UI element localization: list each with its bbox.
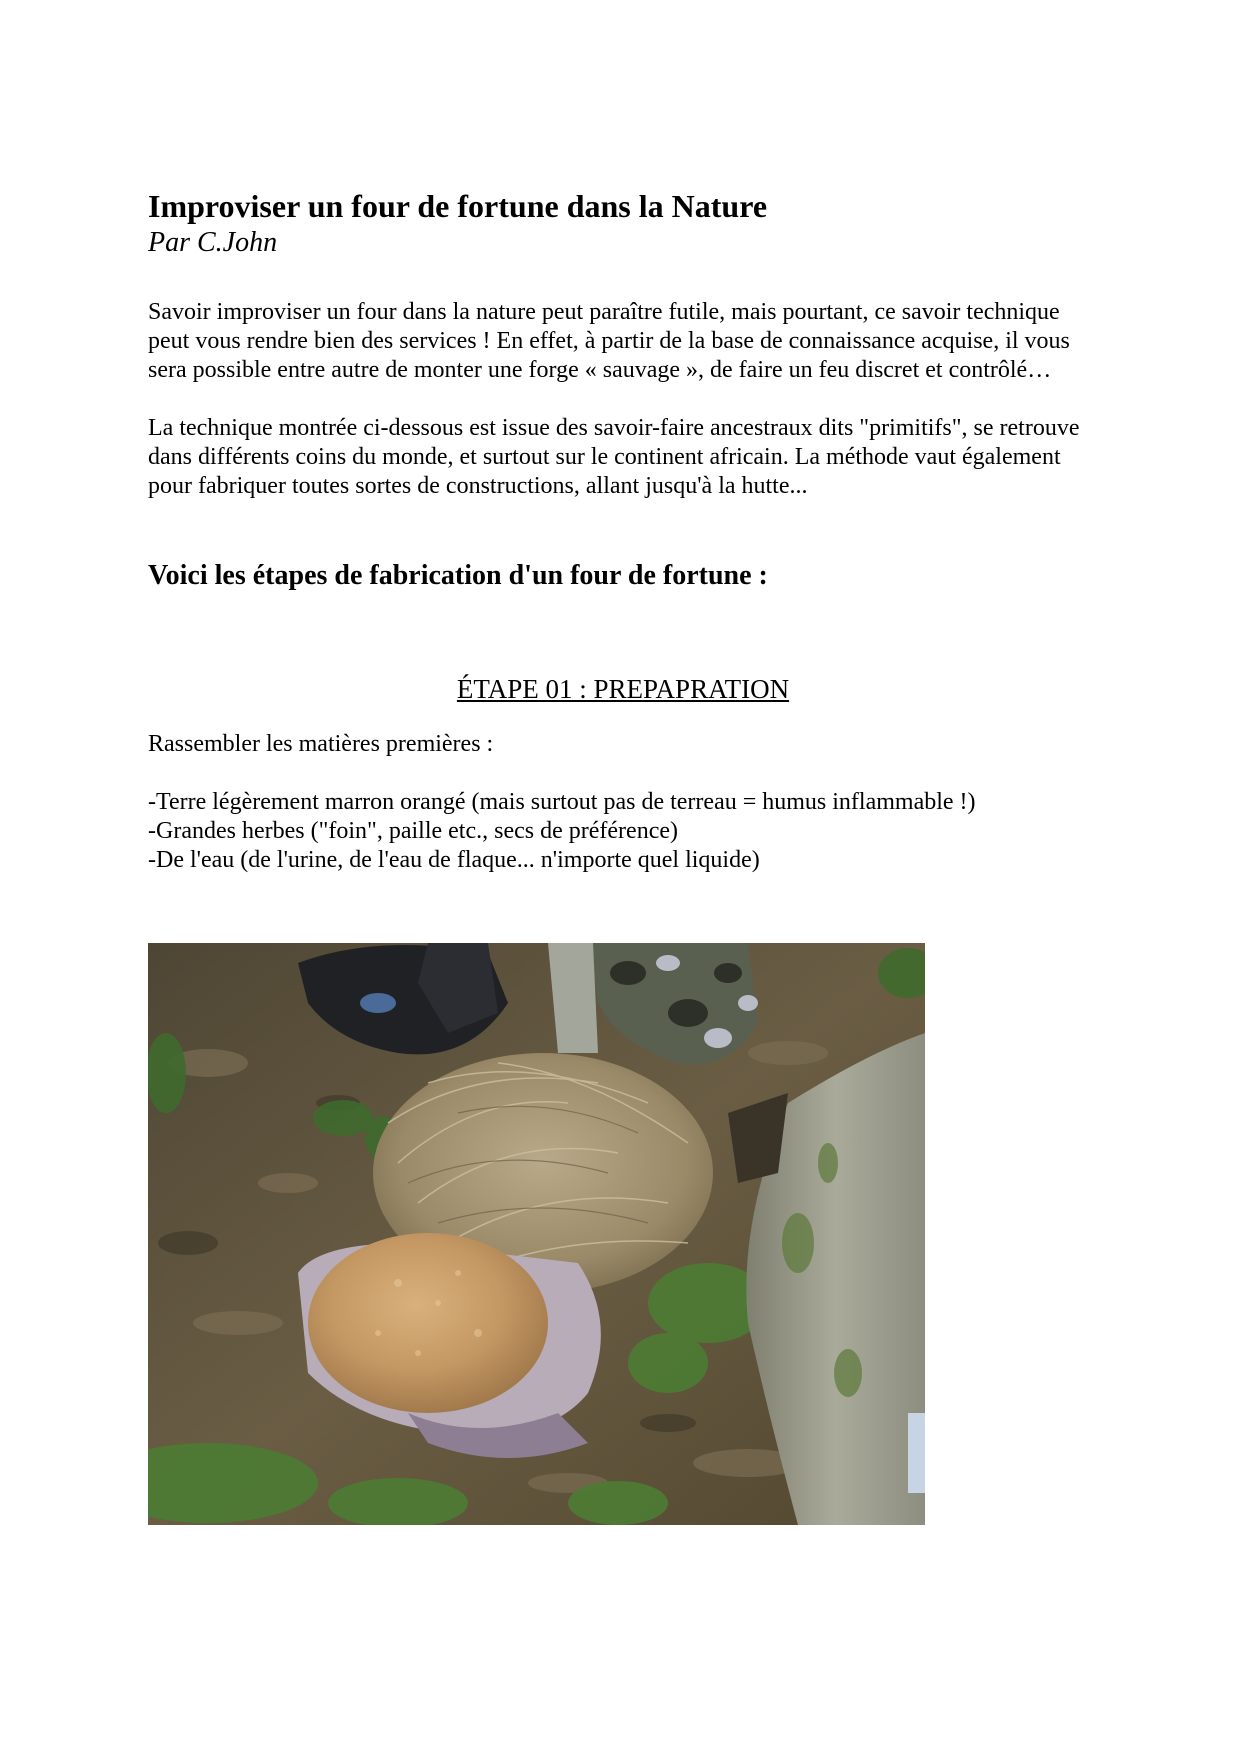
document-author: Par C.John bbox=[148, 227, 278, 258]
materials-photo bbox=[148, 943, 925, 1525]
materials-item-grass: -Grandes herbes ("foin", paille etc., secs de préférence) bbox=[148, 818, 678, 844]
step-01-lead: Rassembler les matières premières : bbox=[148, 731, 494, 757]
document-page bbox=[148, 186, 1098, 875]
materials-item-water: -De l'eau (de l'urine, de l'eau de flaque... n'importe quel liquide) bbox=[148, 847, 760, 873]
materials-list bbox=[148, 788, 1098, 875]
materials-item-earth: -Terre légèrement marron orangé (mais surtout pas de terreau = humus inflammable !) bbox=[148, 789, 976, 815]
intro-paragraph-1: Savoir improviser un four dans la nature peut paraître futile, mais pourtant, ce savoir technique peut vous rendre bien des services ! En effet, à partir de la base de connaissance acquise, il vous sera possible entre autre de monter une forge « sauvage », de faire un feu discret et contrôlé… bbox=[148, 299, 1070, 383]
intro-paragraph-2: La technique montrée ci-dessous est issue des savoir-faire ancestraux dits "primitifs", se retrouve dans différents coins du monde, et surtout sur le continent africain. La méthode vaut également pour fabriquer toutes sortes de constructions, allant jusqu'à la hutte... bbox=[148, 415, 1080, 499]
document-title: Improviser un four de fortune dans la Nature bbox=[148, 188, 768, 224]
step-01-title: ÉTAPE 01 : PREPAPRATION bbox=[456, 674, 790, 704]
steps-heading: Voici les étapes de fabrication d'un four de fortune : bbox=[148, 560, 768, 591]
